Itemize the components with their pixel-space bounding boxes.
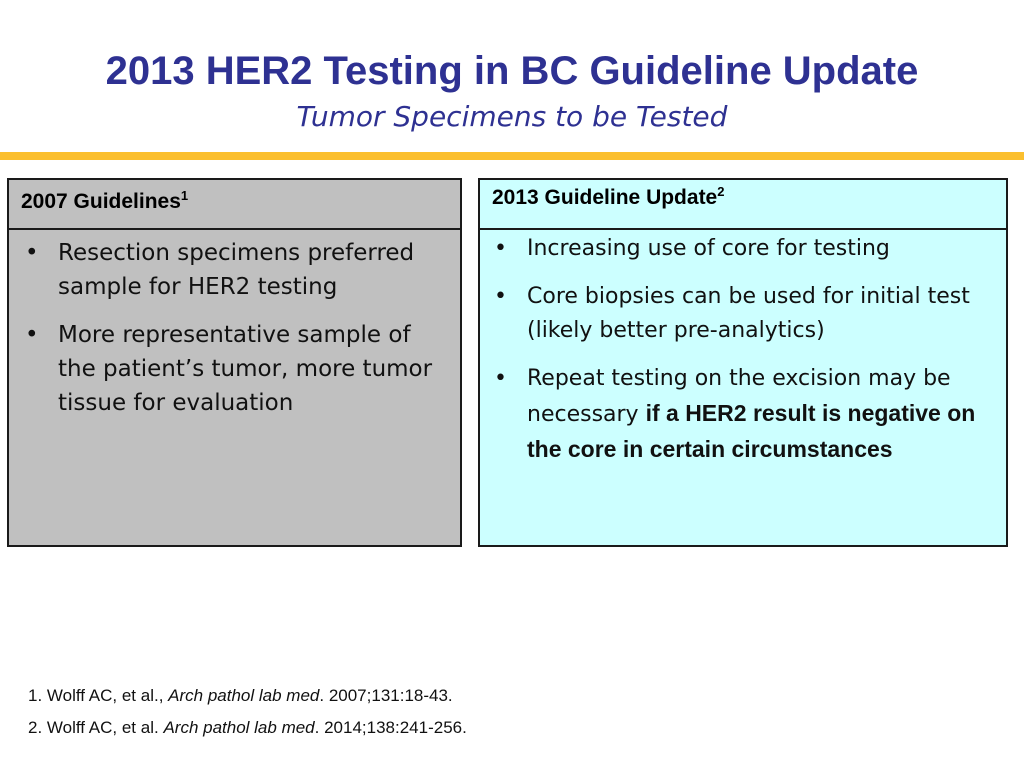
panel-2013-heading [480, 180, 1006, 230]
bullet-text: Increasing use of core for testing [527, 236, 890, 261]
bullet-emphasis-text: if a HER2 result is negative on the core in certain circumstances [527, 400, 976, 462]
panel-2013-heading-footnote: 2 [717, 184, 725, 199]
bullet-text: Core biopsies can be used for initial test (likely better pre-analytics) [527, 284, 970, 343]
reference-prefix: 1. Wolff AC, et al., [28, 686, 169, 705]
panel-2013-bullet [480, 232, 1006, 266]
bullet-text: More representative sample of the patient’s tumor, more tumor tissue for evaluation [58, 322, 433, 416]
panel-2013-bullet [480, 280, 1006, 348]
bullet-dot-icon: • [494, 236, 507, 261]
panel-2007-bullet-list [9, 236, 460, 434]
references [28, 680, 467, 744]
title-divider [0, 152, 1024, 160]
reference-item [28, 680, 467, 712]
panel-2007-bullet [9, 318, 460, 420]
panel-2007-bullet [9, 236, 460, 304]
panel-2013-bullet [480, 362, 1006, 468]
slide-title: 2013 HER2 Testing in BC Guideline Update [105, 49, 919, 93]
bullet-text: Resection specimens preferred sample for HER2 testing [58, 240, 415, 300]
panel-2007-heading-footnote: 1 [180, 188, 189, 203]
reference-journal: Arch pathol lab med [168, 686, 320, 705]
bullet-dot-icon: • [25, 240, 39, 266]
reference-item [28, 712, 467, 744]
bullet-dot-icon: • [494, 284, 507, 309]
bullet-dot-icon: • [25, 322, 39, 348]
panel-2013-bullet-list [480, 232, 1006, 482]
panel-2007-heading-text: 2007 Guidelines [21, 190, 181, 213]
reference-journal: Arch pathol lab med [163, 718, 315, 737]
panel-2013-update [478, 178, 1008, 547]
slide-subtitle: Tumor Specimens to be Tested [296, 100, 728, 133]
panel-2013-heading-text: 2013 Guideline Update [492, 186, 718, 209]
bullet-dot-icon: • [494, 366, 507, 391]
bullet-text: Repeat testing on the excision may be necessary [527, 366, 951, 427]
reference-suffix: . 2014;138:241-256. [314, 718, 467, 737]
panel-2007-heading [9, 180, 460, 230]
panel-2007-guidelines [7, 178, 462, 547]
reference-prefix: 2. Wolff AC, et al. [28, 718, 164, 737]
reference-suffix: . 2007;131:18-43. [319, 686, 453, 705]
